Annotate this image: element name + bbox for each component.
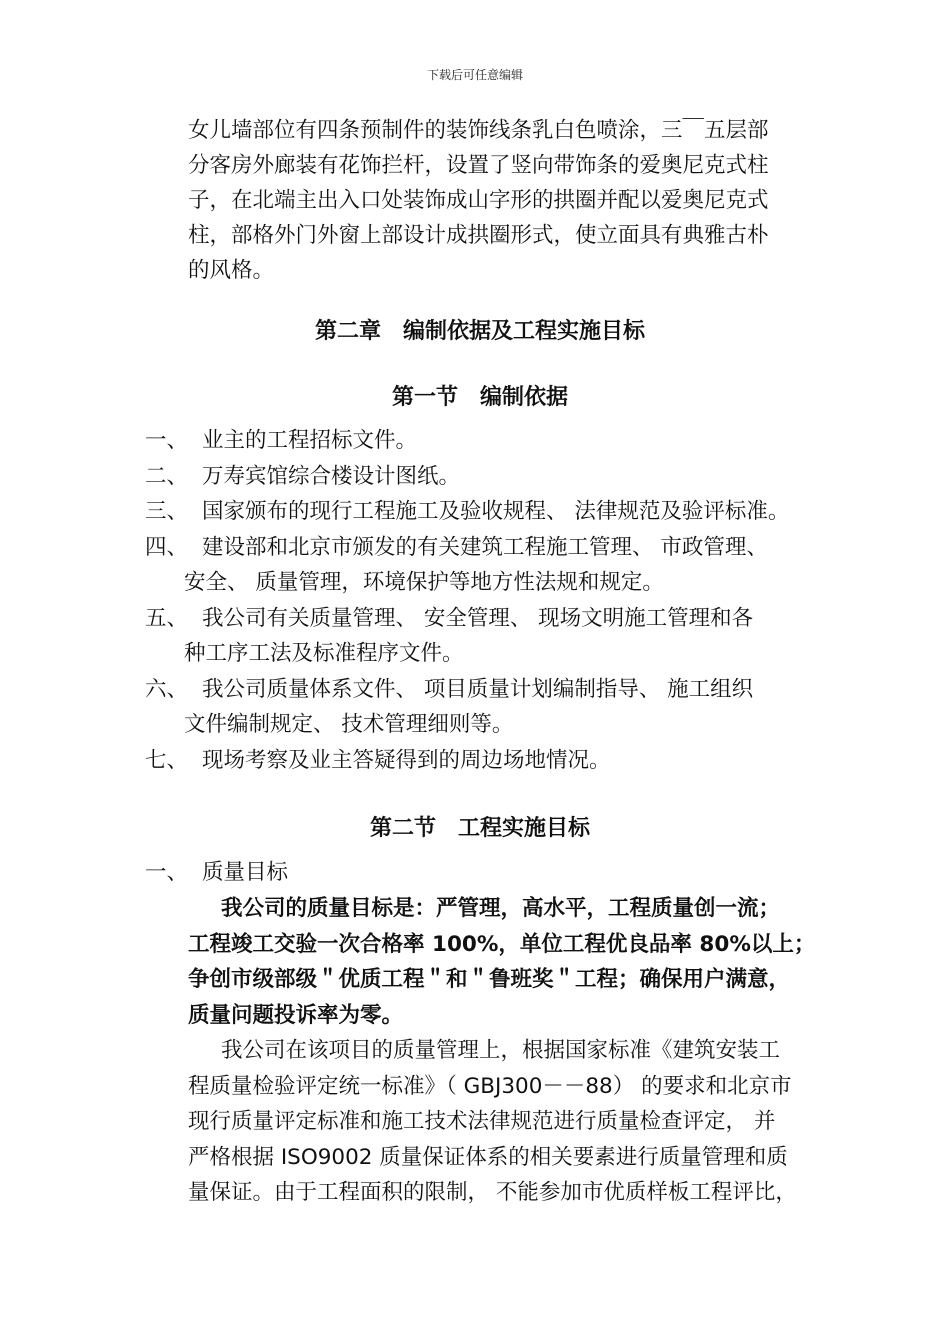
text-line: 我公司的质量目标是：严管理，高水平，工程质量创一流；: [221, 896, 781, 921]
text-line: 的风格。: [188, 258, 275, 283]
text-line: 严格根据 ISO9002 质量保证体系的相关要素进行质量管理和质: [188, 1144, 788, 1170]
list-text: 我公司质量体系文件、 项目质量计划编制指导、 施工组织: [202, 676, 754, 702]
text-line: 女儿墙部位有四条预制件的装饰线条乳白色喷涂，三￣五层部: [188, 118, 769, 143]
section-title-basis: 第一节 编制依据: [391, 385, 568, 410]
list-text: 业主的工程招标文件。: [202, 428, 418, 453]
list-number: 三、: [145, 499, 189, 524]
list-number: 一、: [145, 428, 189, 453]
list-number: 五、: [145, 605, 189, 631]
list-item: [145, 530, 835, 601]
list-text: 我公司有关质量管理、 安全管理、 现场文明施工管理和各: [202, 605, 754, 631]
header-note: 下载后可任意编辑: [426, 68, 523, 82]
list-text-continued: 种工序工法及标准程序文件。: [184, 641, 464, 666]
list-number: 一、: [145, 860, 189, 885]
text-line: 子，在北端主出入口处装饰成山字形的拱圈并配以爱奥尼克式: [188, 188, 769, 213]
list-item: [145, 494, 835, 530]
text-line: 我公司在该项目的质量管理上，根据国家标准《建筑安装工: [221, 1038, 781, 1063]
text-line: 量保证。由于工程面积的限制， 不能参加市优质样板工程评比，: [188, 1180, 797, 1205]
list-text-continued: 文件编制规定、 技术管理细则等。: [184, 712, 514, 737]
list-item: [145, 601, 835, 672]
list-text-continued: 安全、 质量管理，环境保护等地方性法规和规定。: [184, 570, 664, 595]
list-number: 七、: [145, 747, 189, 773]
list-text: 万寿宾馆综合楼设计图纸。: [202, 463, 461, 489]
text-line: 柱，部格外门外窗上部设计成拱圈形式，使立面具有典雅古朴: [188, 223, 769, 248]
list-text: 建设部和北京市颁发的有关建筑工程施工管理、 市政管理、: [202, 534, 768, 560]
quality-management-paragraph: [188, 1033, 828, 1211]
list-text: 现场考察及业主答疑得到的周边场地情况。: [202, 747, 611, 773]
list-item: [145, 423, 835, 459]
quality-heading: [145, 855, 288, 886]
list-number: 四、: [145, 534, 189, 560]
text-line: 分客房外廊装有花饰拦杆，设置了竖向带饰条的爱奥尼克式柱: [188, 153, 769, 178]
basis-list: [145, 423, 835, 778]
list-item: [145, 743, 835, 779]
text-line: 工程竣工交验一次合格率 100%，单位工程优良品率 80%以上；: [188, 931, 816, 957]
chapter-title: 第二章 编制依据及工程实施目标: [314, 319, 645, 344]
text-line: 程质量检验评定统一标准》（ GBJ300－－88） 的要求和北京市: [188, 1073, 792, 1099]
quality-goal-statement: [188, 891, 828, 1033]
text-line: 质量问题投诉率为零。: [188, 1002, 404, 1028]
list-text: 国家颁布的现行工程施工及验收规程、 法律规范及验评标准。: [202, 499, 790, 524]
list-number: 二、: [145, 463, 189, 489]
list-item: [145, 459, 835, 495]
list-number: 六、: [145, 676, 189, 702]
section-title-goals: 第二节 工程实施目标: [369, 816, 590, 841]
text-line: 争创市级部级＂优质工程＂和＂鲁班奖＂工程；确保用户满意，: [188, 967, 791, 992]
text-line: 现行质量评定标准和施工技术法律规范进行质量检查评定， 并: [188, 1109, 776, 1134]
quality-heading-label: 质量目标: [202, 860, 289, 885]
list-item: [145, 672, 835, 743]
intro-paragraph: [188, 113, 820, 288]
